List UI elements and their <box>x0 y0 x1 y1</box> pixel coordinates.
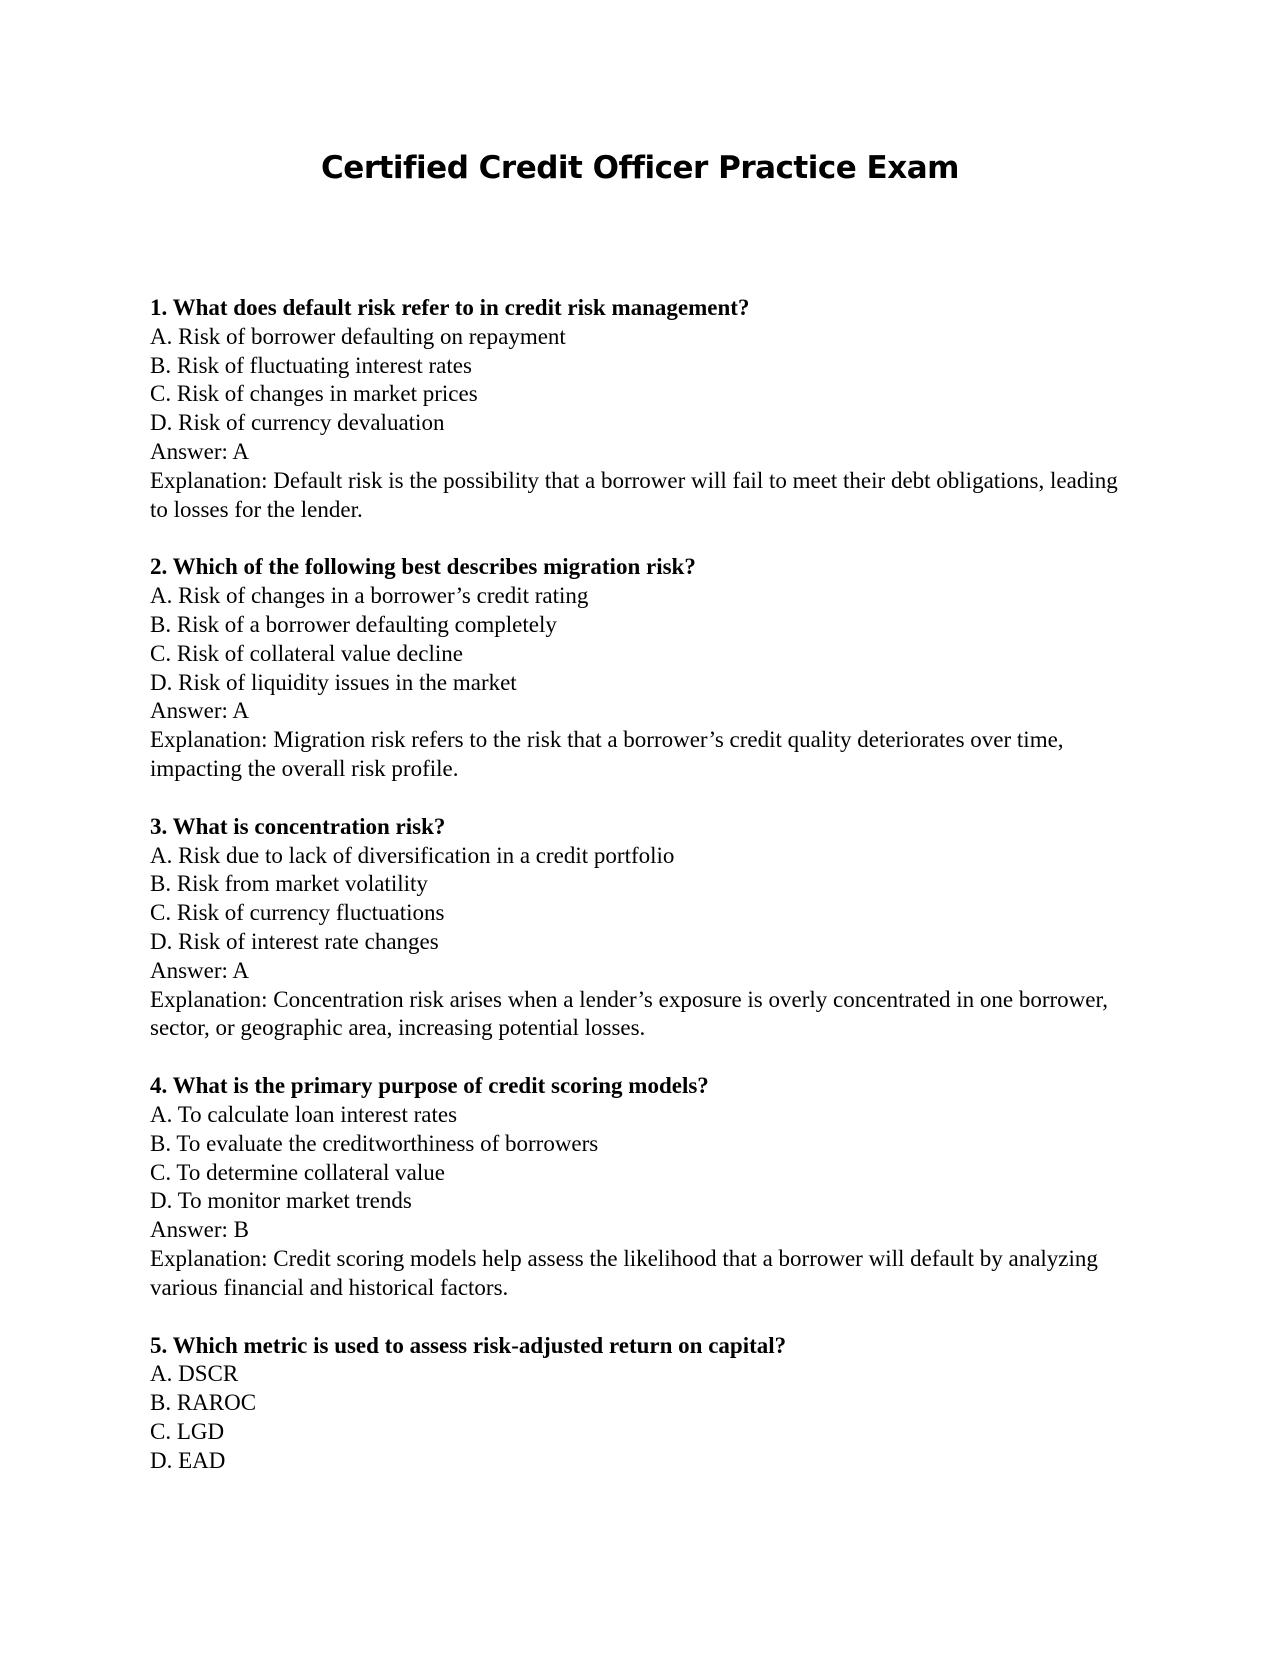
option-a: A. To calculate loan interest rates <box>150 1101 458 1127</box>
answer: Answer: A <box>150 957 250 983</box>
option-c: C. Risk of changes in market prices <box>150 381 478 407</box>
option-c: C. LGD <box>150 1418 225 1444</box>
option-b: B. To evaluate the creditworthiness of borrowers <box>150 1130 599 1156</box>
option-d: D. Risk of interest rate changes <box>150 928 439 954</box>
question-list <box>150 294 1140 1504</box>
option-a: A. Risk of borrower defaulting on repayment <box>150 323 566 349</box>
explanation: Explanation: Migration risk refers to the risk that a borrower’s credit quality deteriorates over time, impacting the overall risk profile. <box>150 727 1064 781</box>
option-d: D. Risk of currency devaluation <box>150 410 445 436</box>
option-c: C. Risk of collateral value decline <box>150 640 463 666</box>
question-1 <box>150 294 1140 524</box>
option-d: D. Risk of liquidity issues in the market <box>150 669 517 695</box>
question-3 <box>150 813 1140 1043</box>
question-text: 5. Which metric is used to assess risk-adjusted return on capital? <box>150 1332 787 1358</box>
option-c: C. Risk of currency fluctuations <box>150 900 445 926</box>
option-a: A. DSCR <box>150 1361 239 1387</box>
question-2 <box>150 553 1140 783</box>
question-text: 3. What is concentration risk? <box>150 813 446 839</box>
question-text: 2. Which of the following best describes migration risk? <box>150 554 696 580</box>
option-b: B. RAROC <box>150 1390 257 1416</box>
question-text: 4. What is the primary purpose of credit scoring models? <box>150 1073 709 1099</box>
option-b: B. Risk of a borrower defaulting completely <box>150 611 557 637</box>
option-d: D. To monitor market trends <box>150 1188 412 1214</box>
question-5 <box>150 1332 1140 1476</box>
page-title: Certified Credit Officer Practice Exam <box>321 150 959 186</box>
explanation: Explanation: Default risk is the possibility that a borrower will fail to meet their debt obligations, leading to losses for the lender. <box>150 467 1118 522</box>
explanation: Explanation: Credit scoring models help assess the likelihood that a borrower will default by analyzing various financial and historical factors. <box>150 1245 1098 1300</box>
option-c: C. To determine collateral value <box>150 1159 445 1185</box>
option-b: B. Risk of fluctuating interest rates <box>150 352 472 378</box>
question-4 <box>150 1072 1140 1302</box>
option-a: A. Risk due to lack of diversification in a credit portfolio <box>150 842 675 868</box>
answer: Answer: B <box>150 1217 250 1243</box>
answer: Answer: A <box>150 438 250 464</box>
explanation: Explanation: Concentration risk arises when a lender’s exposure is overly concentrated in one borrower, sector, or geographic area, increasing potential losses. <box>150 986 1108 1041</box>
option-a: A. Risk of changes in a borrower’s credit rating <box>150 583 589 609</box>
question-text: 1. What does default risk refer to in credit risk management? <box>150 295 750 320</box>
option-b: B. Risk from market volatility <box>150 871 428 897</box>
option-d: D. EAD <box>150 1447 226 1473</box>
answer: Answer: A <box>150 698 250 724</box>
